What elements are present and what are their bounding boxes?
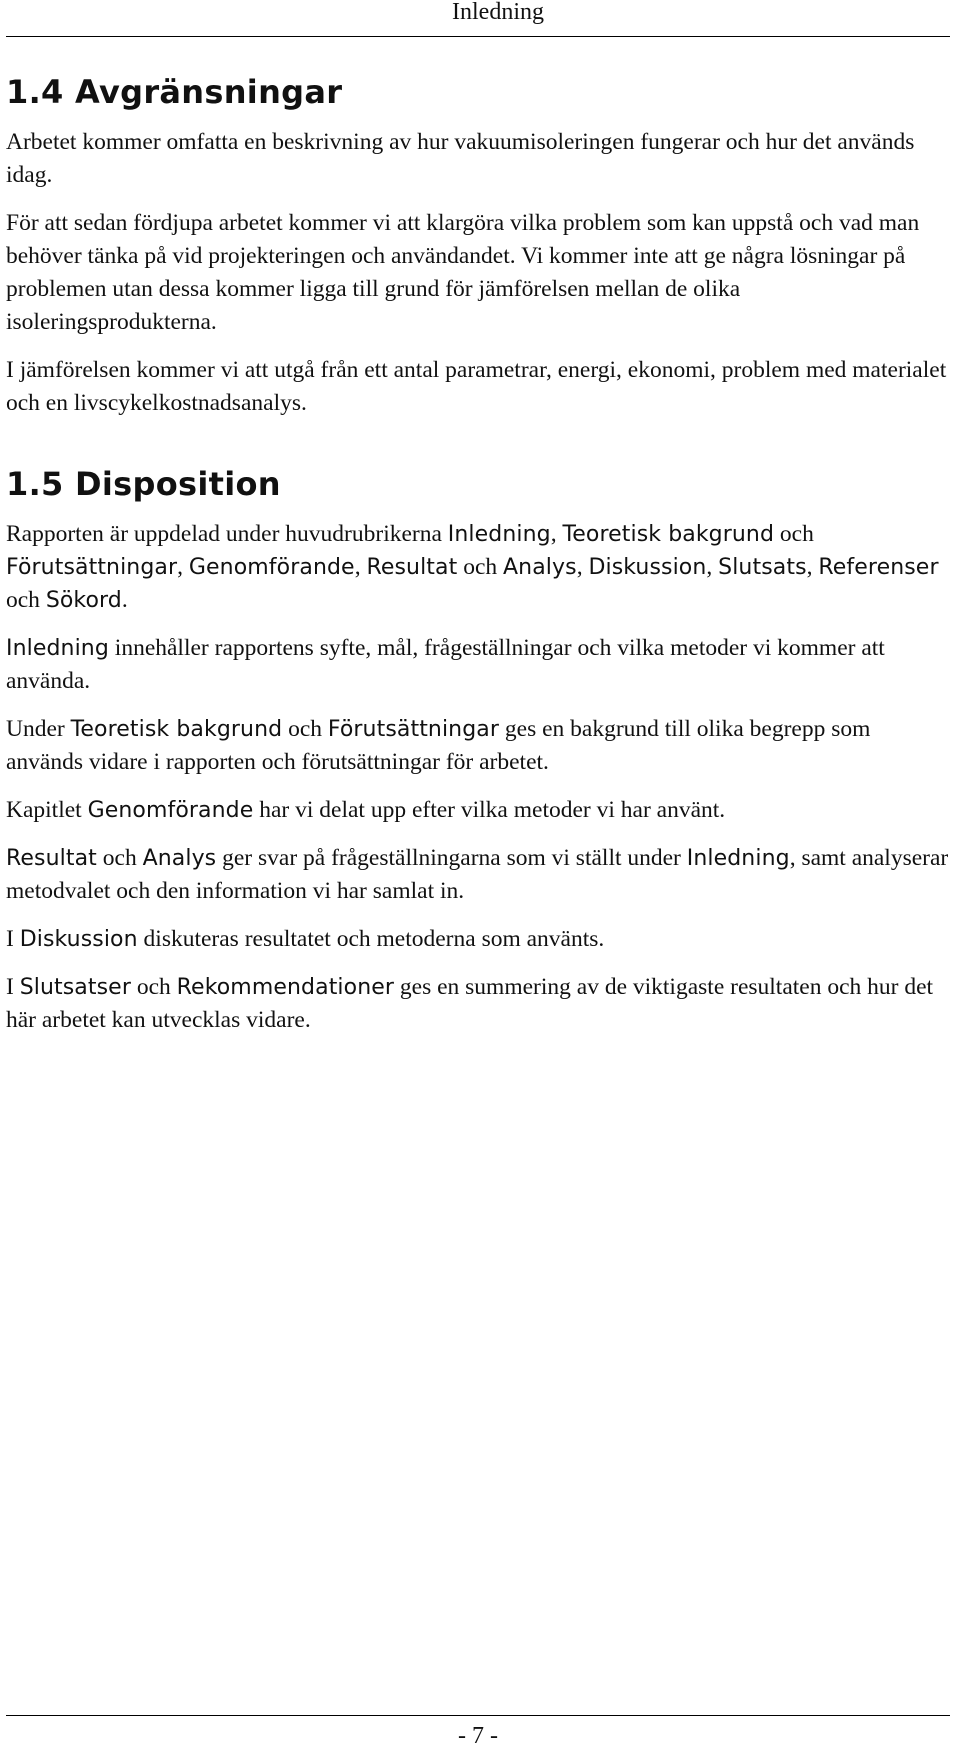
text-run: och <box>457 554 504 580</box>
term-inledning: Inledning <box>686 846 790 871</box>
text-run: Rapporten är uppdelad under huvudrubrikerna <box>6 521 448 547</box>
term-slutsatser: Slutsatser <box>19 975 131 1000</box>
text-run: , <box>177 554 189 580</box>
text-run: diskuteras resultatet och metoderna som använts. <box>137 926 605 952</box>
term-analys: Analys <box>503 555 577 580</box>
text-run: innehåller rapportens syfte, mål, frågeställningar och vilka metoder vi kommer att använda. <box>6 635 885 694</box>
term-diskussion: Diskussion <box>588 555 707 580</box>
text-run: och <box>282 716 328 742</box>
text-run: ges en bakgrund till olika begrepp som används vidare i rapporten och förutsättningar för arbetet. <box>6 716 871 775</box>
section-heading-avgransningar: 1.4 Avgränsningar <box>6 73 343 111</box>
text-run: , <box>354 554 367 580</box>
term-genomforande: Genomförande <box>87 798 254 823</box>
running-header-title: Inledning <box>452 0 544 25</box>
running-header <box>6 0 950 37</box>
term-genomforande: Genomförande <box>188 555 355 580</box>
term-teoretisk-bakgrund: Teoretisk bakgrund <box>70 717 283 742</box>
text-run: I <box>6 926 20 952</box>
paragraph-teoretisk-bakgrund <box>6 713 950 779</box>
section-heading-disposition: 1.5 Disposition <box>6 465 281 503</box>
text-run: . <box>121 587 128 613</box>
term-teoretisk-bakgrund: Teoretisk bakgrund <box>562 522 775 547</box>
text-run: ges en summering av de viktigaste resultaten och hur det här arbetet kan utvecklas vidare. <box>6 974 934 1033</box>
text-run: , samt analyserar metodvalet och den information vi har samlat in. <box>6 845 949 904</box>
term-rekommendationer: Rekommendationer <box>176 975 395 1000</box>
text-run: och <box>96 845 143 871</box>
paragraph: För att sedan fördjupa arbetet kommer vi att klargöra vilka problem som kan uppstå och vad man behöver tänka på vid projekteringen och användandet. Vi kommer inte att ge några lösningar på problemen utan dessa kommer ligga till grund för jämförelsen mellan de olika isoleringsprodukterna. <box>6 210 920 335</box>
term-referenser: Referenser <box>818 555 939 580</box>
paragraph-resultat-analys <box>6 842 950 908</box>
paragraph-genomforande <box>6 794 950 827</box>
term-diskussion: Diskussion <box>19 927 138 952</box>
text-run: och <box>6 587 46 613</box>
page-number: - 7 - <box>458 1723 498 1749</box>
paragraph-disposition-overview <box>6 518 950 617</box>
term-sokord: Sökord <box>45 588 122 613</box>
term-analys: Analys <box>142 846 217 871</box>
term-forutsattningar: Förutsättningar <box>327 717 500 742</box>
text-run: , <box>706 554 719 580</box>
term-inledning: Inledning <box>6 636 109 661</box>
text-run: I <box>6 974 20 1000</box>
text-run: , <box>550 521 563 547</box>
term-slutsats: Slutsats <box>718 555 807 580</box>
page-content <box>6 72 950 1052</box>
text-run: har vi delat upp efter vilka metoder vi har använt. <box>253 797 726 823</box>
paragraph-inledning <box>6 632 950 698</box>
text-run: och <box>774 521 814 547</box>
paragraph: Arbetet kommer omfatta en beskrivning av hur vakuumisoleringen fungerar och hur det används idag. <box>6 129 915 188</box>
paragraph-slutsatser <box>6 971 950 1037</box>
page-footer <box>6 1715 950 1750</box>
text-run: Under <box>6 716 71 742</box>
term-resultat: Resultat <box>366 555 458 580</box>
text-run: , <box>576 554 589 580</box>
text-run: , <box>806 554 819 580</box>
term-resultat: Resultat <box>6 846 97 871</box>
text-run: ger svar på frågeställningarna som vi ställt under <box>216 845 687 871</box>
term-forutsattningar: Förutsättningar <box>6 555 178 580</box>
text-run: Kapitlet <box>6 797 88 823</box>
term-inledning: Inledning <box>447 522 551 547</box>
text-run: och <box>130 974 177 1000</box>
paragraph-diskussion <box>6 923 950 956</box>
paragraph: I jämförelsen kommer vi att utgå från ett antal parametrar, energi, ekonomi, problem med materialet och en livscykelkostnadsanalys. <box>6 357 947 416</box>
